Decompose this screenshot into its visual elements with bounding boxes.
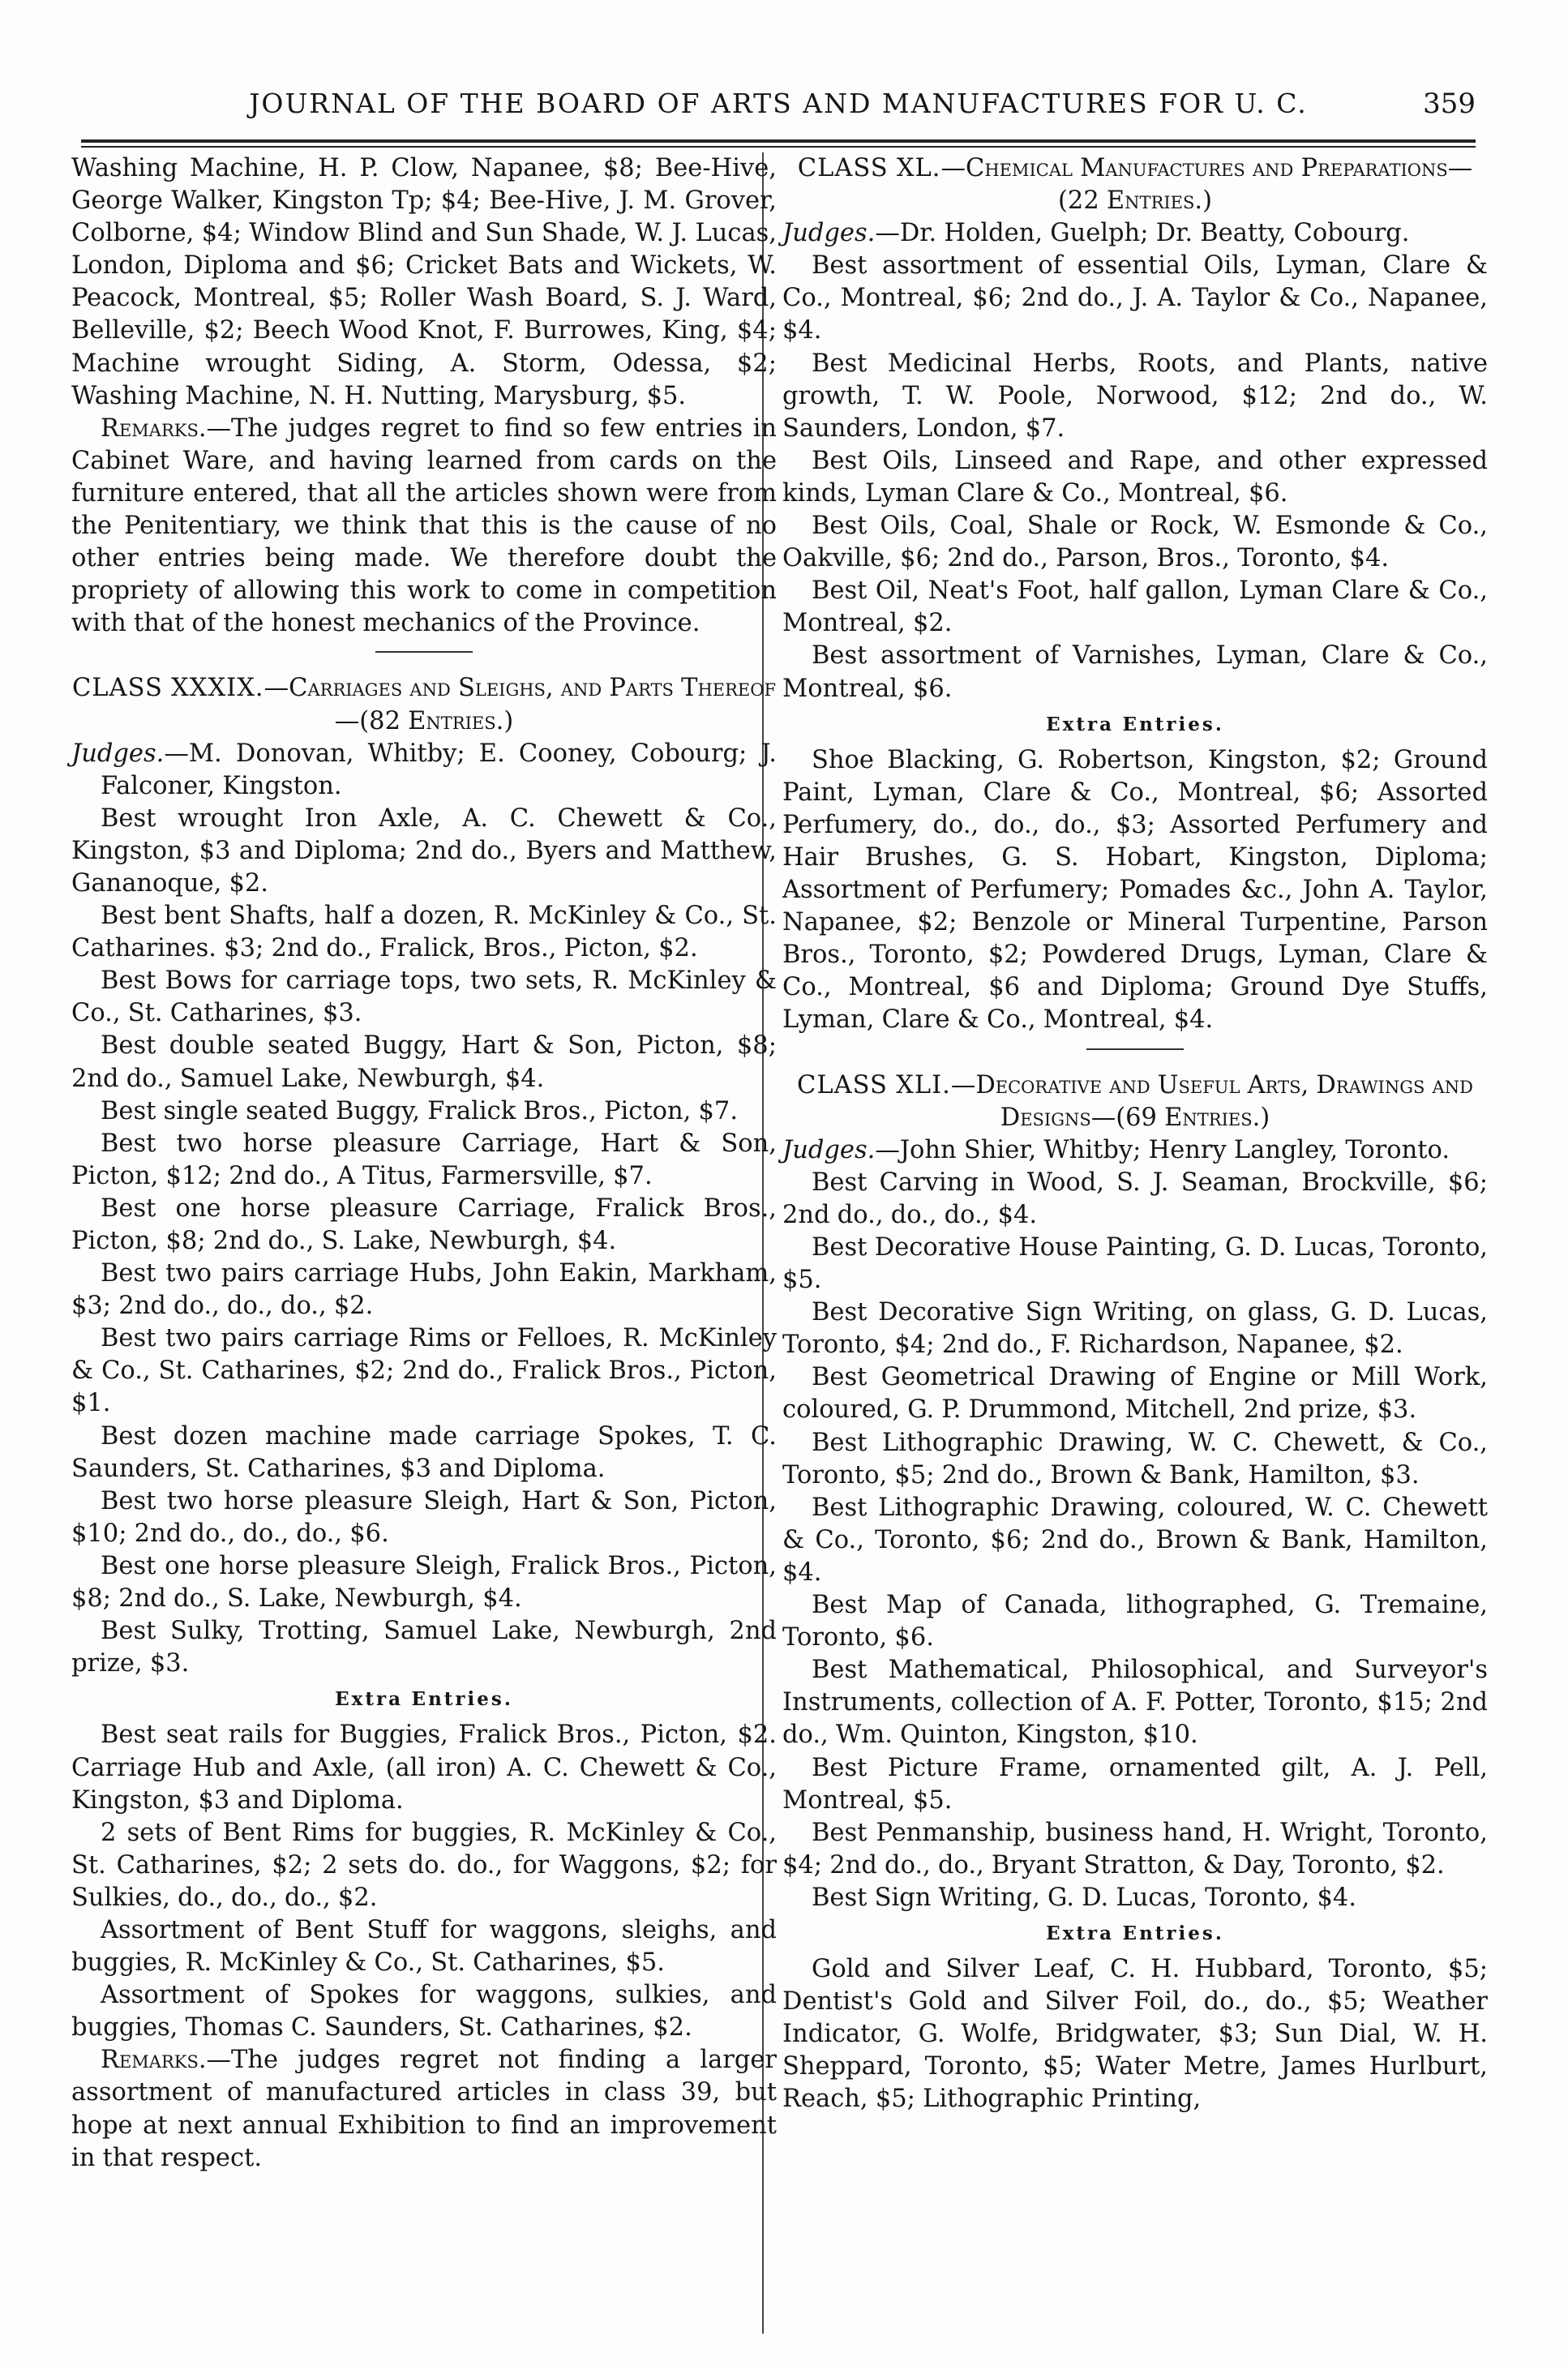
class39-entry: Best single seated Buggy, Fralick Bros., Picton, $7. [101, 1096, 739, 1125]
class39-heading [71, 672, 777, 737]
class40-entry: Best assortment of essential Oils, Lyman, Clare & Co., Montreal, $6; 2nd do., J. A. Taylor & Co., Napanee, $4. [782, 251, 1488, 345]
class40-subtitle: —Chemical Manufactures and Preparations—(22 Entries.) [940, 154, 1473, 216]
class40-entry: Best Oil, Neat's Foot, half gallon, Lyman Clare & Co., Montreal, $2. [782, 576, 1488, 638]
class39-entry: Best two pairs carriage Hubs, John Eakin, Markham, $3; 2nd do., do., do., $2. [71, 1259, 777, 1321]
judges-label: Judges. [71, 739, 165, 768]
class39-judges [71, 738, 777, 803]
class39-title: CLASS XXXIX. [71, 674, 264, 703]
class41-entry: Best Picture Frame, ornamented gilt, A. J. Pell, Montreal, $5. [782, 1753, 1488, 1815]
class40-judges-names: —Dr. Holden, Guelph; Dr. Beatty, Cobourg. [875, 219, 1410, 248]
class39-entry: Best dozen machine made carriage Spokes, T. C. Saunders, St. Catharines, $3 and Diploma. [71, 1421, 777, 1483]
class39-extra-entry: Assortment of Bent Stuff for waggons, sleighs, and buggies, R. McKinley & Co., St. Catharines, $5. [71, 1915, 777, 1978]
remarks-paragraph [71, 413, 777, 641]
class40-entry: Best Medicinal Herbs, Roots, and Plants, native growth, T. W. Poole, Norwood, $12; 2nd do., W. Saunders, London, $7. [782, 349, 1488, 443]
class41-entry: Best Lithographic Drawing, coloured, W. C. Chewett & Co., Toronto, $6; 2nd do., Brown & Bank, Hamilton, $4. [782, 1493, 1488, 1587]
remarks-label: Remarks. [101, 2046, 207, 2075]
class39-extra-entries-heading: Extra Entries. [335, 1688, 513, 1711]
left-column [71, 152, 777, 2175]
class39-entry: Best two horse pleasure Carriage, Hart & Son, Picton, $12; 2nd do., A Titus, Farmersville, $7. [71, 1129, 777, 1190]
header-rule-thin [81, 146, 1476, 148]
page-number: 359 [1423, 88, 1476, 120]
class41-entry: Best Penmanship, business hand, H. Wright, Toronto, $4; 2nd do., do., Bryant Stratton, & Day, Toronto, $2. [782, 1818, 1488, 1880]
class41-judges-names: —John Shier, Whitby; Henry Langley, Toronto. [875, 1135, 1450, 1164]
section-separator [1086, 1048, 1184, 1050]
class41-title: CLASS XLI. [797, 1070, 951, 1099]
class39-entry: Best bent Shafts, half a dozen, R. McKinley & Co., St. Catharines. $3; 2nd do., Fralick, Bros., Picton, $2. [71, 902, 777, 963]
class41-entry: Best Sign Writing, G. D. Lucas, Toronto, $4. [812, 1883, 1357, 1912]
class39-entry: Best one horse pleasure Carriage, Fralick Bros., Picton, $8; 2nd do., S. Lake, Newburgh, $4. [71, 1194, 777, 1255]
remarks-text: —The judges regret not finding a larger assortment of manufactured articles in class 39, but hope at next annual Exhibition to find an improvement in that respect. [71, 2046, 777, 2172]
class39-entry: Best Sulky, Trotting, Samuel Lake, Newburgh, 2nd prize, $3. [71, 1617, 777, 1678]
class41-heading [782, 1069, 1488, 1134]
class40-entry: Best Oils, Coal, Shale or Rock, W. Esmonde & Co., Oakville, $6; 2nd do., Parson, Bros., Toronto, $4. [782, 512, 1488, 573]
class39-entry: Best two pairs carriage Rims or Felloes, R. McKinley & Co., St. Catharines, $2; 2nd do., Fralick Bros., Picton, $1. [71, 1324, 777, 1418]
class39-entry: Best double seated Buggy, Hart & Son, Picton, $8; 2nd do., Samuel Lake, Newburgh, $4. [71, 1031, 777, 1093]
right-column [782, 152, 1488, 2116]
class41-entry: Best Decorative Sign Writing, on glass, G. D. Lucas, Toronto, $4; 2nd do., F. Richardson, Napanee, $2. [782, 1298, 1488, 1360]
remarks-label: Remarks. [101, 414, 207, 443]
class39-judges-names: —M. Donovan, Whitby; E. Cooney, Cobourg; J. Falconer, Kingston. [101, 739, 777, 800]
class40-entry: Best Oils, Linseed and Rape, and other expressed kinds, Lyman Clare & Co., Montreal, $6. [782, 446, 1488, 508]
class41-judges [782, 1134, 1488, 1167]
remarks-paragraph [71, 2044, 777, 2174]
class39-entry: Best one horse pleasure Sleigh, Fralick Bros., Picton, $8; 2nd do., S. Lake, Newburgh, $4. [71, 1551, 777, 1614]
class39-extra-entry: 2 sets of Bent Rims for buggies, R. McKinley & Co., St. Catharines, $2; 2 sets do. do., for Waggons, $2; for Sulkies, do., do., do., $2. [71, 1818, 777, 1912]
remarks-text: —The judges regret to find so few entries in Cabinet Ware, and having learned from cards on the furniture entered, that all the articles shown were from the Penitentiary, we think that this is the cause of no other entries being made. We therefore doubt the propriety of allowing this work to come in competition with that of the honest mechanics of the Province. [71, 414, 777, 638]
class41-entry: Best Lithographic Drawing, W. C. Chewett, & Co., Toronto, $5; 2nd do., Brown & Bank, Hamilton, $3. [782, 1428, 1488, 1489]
judges-label: Judges. [782, 1135, 876, 1164]
class39-entry: Best two horse pleasure Sleigh, Hart & Son, Picton, $10; 2nd do., do., do., $6. [71, 1486, 777, 1548]
journal-title: JOURNAL OF THE BOARD OF ARTS AND MANUFACTURES FOR U. C. [249, 88, 1308, 119]
class38-continued-entries: Washing Machine, H. P. Clow, Napanee, $8; Bee-Hive, George Walker, Kingston Tp; $4; Bee-Hive, J. M. Grover, Colborne, $4; Window Blind and Sun Shade, W. J. Lucas, London, Diploma and $6; Cricket Bats and Wickets, W. Peacock, Montreal, $5; Roller Wash Board, S. J. Ward, Belleville, $2; Beech Wood Knot, F. Burrowes, King, $4; Machine wrought Siding, A. Storm, Odessa, $2; Washing Machine, N. H. Nutting, Marysburg, $5. [71, 154, 777, 410]
class41-entry: Best Map of Canada, lithographed, G. Tremaine, Toronto, $6. [782, 1591, 1488, 1652]
class39-entry: Best Bows for carriage tops, two sets, R. McKinley & Co., St. Catharines, $3. [71, 967, 777, 1028]
class40-title: CLASS XL. [797, 154, 941, 182]
section-separator [375, 651, 473, 653]
class39-subtitle: —Carriages and Sleighs, and Parts Thereof—(82 Entries.) [263, 674, 777, 735]
class40-entry: Best assortment of Varnishes, Lyman, Clare & Co., Montreal, $6. [782, 641, 1488, 703]
judges-label: Judges. [782, 219, 876, 248]
class39-extra-entry: Best seat rails for Buggies, Fralick Bros., Picton, $2. Carriage Hub and Axle, (all iron) A. C. Chewett & Co., Kingston, $3 and Diploma. [71, 1721, 777, 1815]
class41-entry: Best Geometrical Drawing of Engine or Mill Work, coloured, G. P. Drummond, Mitchell, 2nd prize, $3. [782, 1363, 1488, 1425]
class41-entry: Best Carving in Wood, S. J. Seaman, Brockville, $6; 2nd do., do., do., $4. [782, 1168, 1488, 1229]
class40-heading [782, 152, 1488, 217]
class41-entry: Best Mathematical, Philosophical, and Surveyor's Instruments, collection of A. F. Potter, Toronto, $15; 2nd do., Wm. Quinton, Kingston, $10. [782, 1656, 1488, 1750]
class40-extra-entries-heading: Extra Entries. [1046, 713, 1224, 735]
class41-extra-entries-heading: Extra Entries. [1046, 1922, 1224, 1944]
class40-judges [782, 217, 1488, 250]
class40-extra-entries: Shoe Blacking, G. Robertson, Kingston, $2; Ground Paint, Lyman, Clare & Co., Montreal, $6; Assorted Perfumery, do., do., do., $3; Assorted Perfumery and Hair Brushes, G. S. Hobart, Kingston, Diploma; Assortment of Perfumery; Pomades &c., John A. Taylor, Napanee, $2; Benzole or Mineral Turpentine, Parson Bros., Toronto, $2; Powdered Drugs, Lyman, Clare & Co., Montreal, $6 and Diploma; Ground Dye Stuffs, Lyman, Clare & Co., Montreal, $4. [782, 745, 1488, 1035]
class41-subtitle: —Decorative and Useful Arts, Drawings and Designs—(69 Entries.) [950, 1070, 1473, 1132]
running-header [81, 88, 1476, 136]
class41-extra-entries: Gold and Silver Leaf, C. H. Hubbard, Toronto, $5; Dentist's Gold and Silver Foil, do., do., $5; Weather Indicator, G. Wolfe, Bridgwater, $3; Sun Dial, W. H. Sheppard, Toronto, $5; Water Metre, James Hurlburt, Reach, $5; Lithographic Printing, [782, 1955, 1488, 2114]
class41-entry: Best Decorative House Painting, G. D. Lucas, Toronto, $5. [782, 1233, 1488, 1295]
class39-extra-entry: Assortment of Spokes for waggons, sulkies, and buggies, Thomas C. Saunders, St. Catharines, $2. [71, 1981, 777, 2042]
class39-entry: Best wrought Iron Axle, A. C. Chewett & Co., Kingston, $3 and Diploma; 2nd do., Byers and Matthew, Gananoque, $2. [71, 804, 777, 898]
header-rule [81, 139, 1476, 143]
